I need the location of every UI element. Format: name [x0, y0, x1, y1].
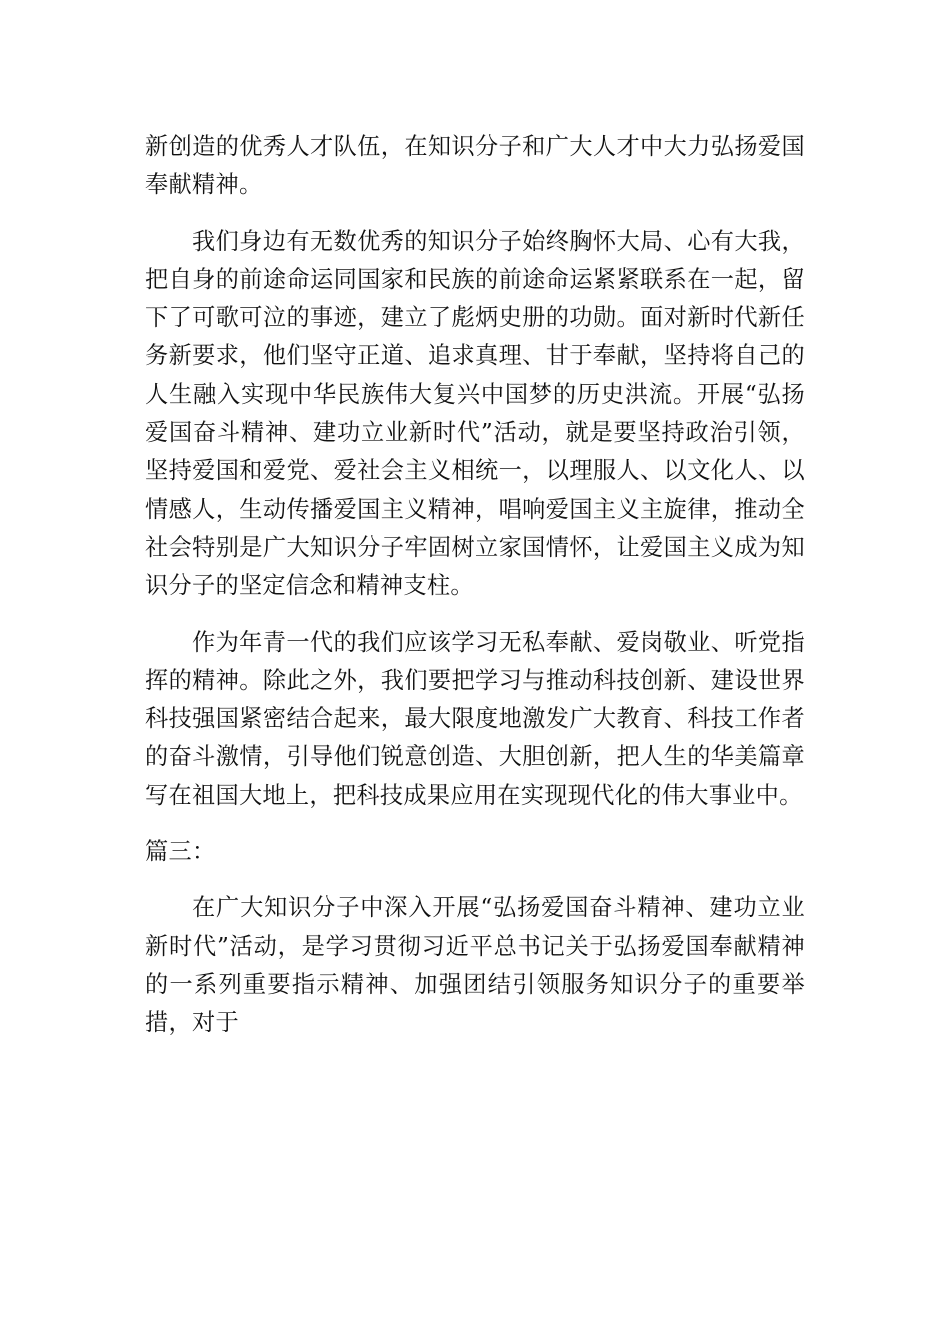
paragraph-section-three: 在广大知识分子中深入开展“弘扬爱国奋斗精神、建功立业新时代”活动，是学习贯彻习近平总书记关于弘扬爱国奉献精神的一系列重要指示精神、加强团结引领服务知识分子的重要举措，对于	[145, 894, 805, 1037]
section-heading: 篇三：	[145, 838, 216, 866]
document-page	[145, 128, 805, 1061]
paragraph-youth: 作为年青一代的我们应该学习无私奉献、爱岗敬业、听党指挥的精神。除此之外，我们要把学习与推动科技创新、建设世界科技强国紧密结合起来，最大限度地激发广大教育、科技工作者的奋斗激情，引导他们锐意创造、大胆创新，把人生的华美篇章写在祖国大地上，把科技成果应用在实现现代化的伟大事业中。	[145, 628, 805, 809]
paragraph-continuation: 新创造的优秀人才队伍，在知识分子和广大人才中大力弘扬爱国奉献精神。	[145, 133, 805, 199]
paragraph-intellectuals: 我们身边有无数优秀的知识分子始终胸怀大局、心有大我，把自身的前途命运同国家和民族的前途命运紧紧联系在一起，留下了可歌可泣的事迹，建立了彪炳史册的功勋。面对新时代新任务新要求，他们坚守正道、追求真理、甘于奉献，坚持将自己的人生融入实现中华民族伟大复兴中国梦的历史洪流。开展“弘扬爱国奋斗精神、建功立业新时代”活动，就是要坚持政治引领，坚持爱国和爱党、爱社会主义相统一，以理服人、以文化人、以情感人，生动传播爱国主义精神，唱响爱国主义主旋律，推动全社会特别是广大知识分子牢固树立家国情怀，让爱国主义成为知识分子的坚定信念和精神支柱。	[145, 227, 805, 600]
